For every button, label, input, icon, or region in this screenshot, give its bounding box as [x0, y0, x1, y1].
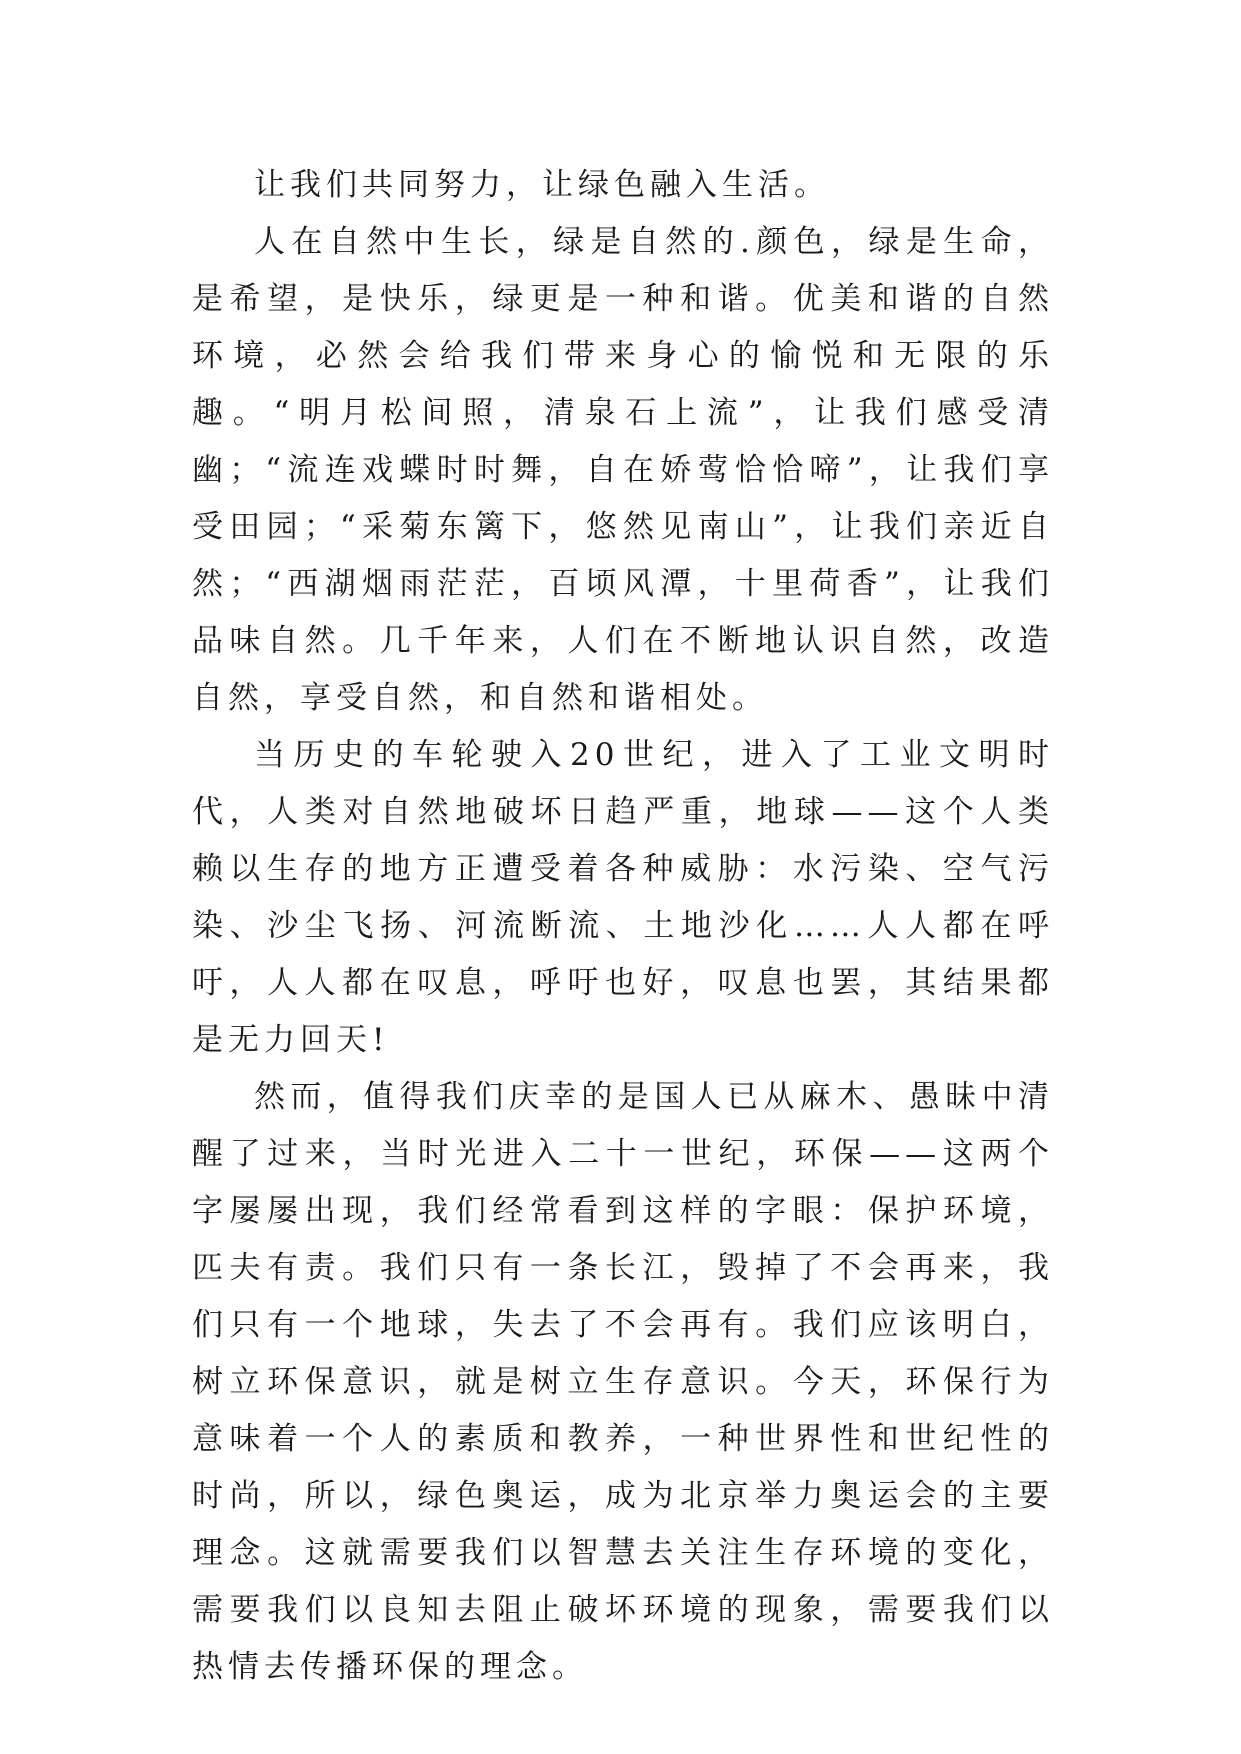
paragraph-3: 当历史的车轮驶入20世纪，进入了工业文明时代，人类对自然地破坏日趋严重，地球——这个人类赖以生存的地方正遭受着各种威胁：水污染、空气污染、沙尘飞扬、河流断流、土地沙化……人人都在呼吁，人人都在叹息，呼吁也好，叹息也罢，其结果都是无力回天! [192, 737, 1054, 1058]
body-text [192, 157, 1054, 1696]
paragraph-4: 然而，值得我们庆幸的是国人已从麻木、愚昧中清醒了过来，当时光进入二十一世纪，环保——这两个字屡屡出现，我们经常看到这样的字眼：保护环境，匹夫有责。我们只有一条长江，毁掉了不会再来，我们只有一个地球，失去了不会再有。我们应该明白，树立环保意识，就是树立生存意识。今天，环保行为意味着一个人的素质和教养，一种世界性和世纪性的时尚，所以，绿色奥运，成为北京举力奥运会的主要理念。这就需要我们以智慧去关注生存环境的变化，需要我们以良知去阻止破坏环境的现象，需要我们以热情去传播环保的理念。 [192, 1079, 1054, 1685]
paragraph-1: 让我们共同努力，让绿色融入生活。 [254, 167, 830, 203]
paragraph-2: 人在自然中生长，绿是自然的.颜色，绿是生命，是希望，是快乐，绿更是一种和谐。优美和谐的自然环境，必然会给我们带来身心的愉悦和无限的乐趣。“明月松间照，清泉石上流”，让我们感受清幽；“流连戏蝶时时舞，自在娇莺恰恰啼”，让我们享受田园；“采菊东篱下，悠然见南山”，让我们亲近自然；“西湖烟雨茫茫，百顷风潭，十里荷香”，让我们品味自然。几千年来，人们在不断地认识自然，改造自然，享受自然，和自然和谐相处。 [192, 224, 1054, 716]
